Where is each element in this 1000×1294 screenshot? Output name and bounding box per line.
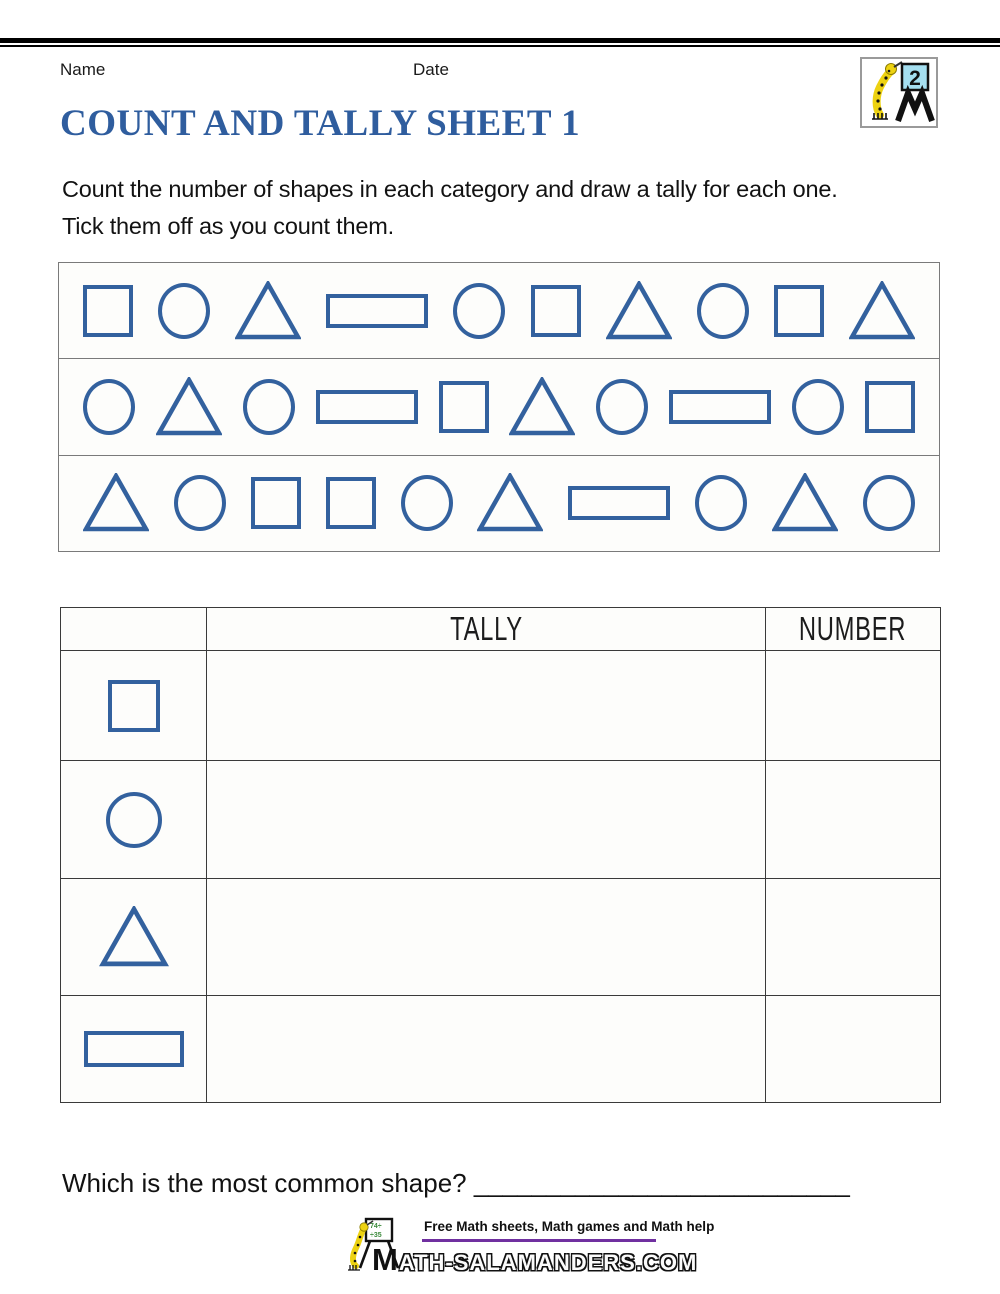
shape-rectangle <box>84 1031 184 1067</box>
shape-circle <box>83 379 135 435</box>
shape-triangle <box>849 281 915 341</box>
easel-board-text-2: ÷35 <box>370 1232 382 1239</box>
shape-square <box>531 285 581 337</box>
footer-site-wordmark: MATH-SALAMANDERS.COM <box>372 1242 698 1277</box>
shape-square <box>108 680 160 732</box>
shape-circle <box>401 475 453 531</box>
shape-square <box>774 285 824 337</box>
shape-square <box>439 381 489 433</box>
shape-circle <box>695 475 747 531</box>
number-column-header: NUMBER <box>799 610 907 647</box>
shape-circle <box>596 379 648 435</box>
shape-circle <box>697 283 749 339</box>
top-divider-rule <box>0 38 1000 47</box>
page-title: COUNT AND TALLY SHEET 1 <box>60 103 581 144</box>
row-icon-rectangle <box>60 995 206 1102</box>
shape-rectangle <box>316 390 418 424</box>
shape-square <box>865 381 915 433</box>
row-icon-circle <box>60 760 206 878</box>
shape-square <box>251 477 301 529</box>
shape-circle <box>453 283 505 339</box>
number-cell-rectangle <box>765 995 940 1102</box>
question-row <box>62 1168 850 1199</box>
instructions-line-2: Tick them off as you count them. <box>62 213 394 239</box>
number-cell-square <box>765 650 940 760</box>
shape-triangle <box>235 281 301 341</box>
shape-square <box>326 477 376 529</box>
number-cell-triangle <box>765 878 940 995</box>
shape-triangle <box>83 473 149 533</box>
shape-circle <box>792 379 844 435</box>
tally-cell-square <box>206 650 765 760</box>
shape-triangle <box>772 473 838 533</box>
shape-square <box>83 285 133 337</box>
question-text: Which is the most common shape? <box>62 1168 474 1198</box>
shape-rectangle <box>326 294 428 328</box>
shape-triangle <box>606 281 672 341</box>
number-cell-circle <box>765 760 940 878</box>
header-logo <box>860 57 938 128</box>
shape-circle <box>243 379 295 435</box>
shape-grid-row <box>59 358 939 454</box>
shape-grid-box <box>58 262 940 552</box>
easel-board-text-1: 74÷ <box>370 1223 382 1230</box>
shape-grid-row <box>59 455 939 551</box>
shape-circle <box>174 475 226 531</box>
shape-triangle <box>98 906 170 968</box>
salamander-number-board-icon <box>860 57 938 128</box>
name-label: Name <box>60 60 106 79</box>
shape-circle <box>863 475 915 531</box>
tally-table <box>60 607 941 1103</box>
shape-grid-row <box>59 263 939 358</box>
logo-badge-number: 2 <box>909 67 921 90</box>
table-header-tally-cell <box>206 607 765 650</box>
row-icon-square <box>60 650 206 760</box>
shape-triangle <box>477 473 543 533</box>
table-header-shape-cell <box>60 607 206 650</box>
table-header-number-cell <box>765 607 940 650</box>
shape-triangle <box>156 377 222 437</box>
footer-logo-block <box>346 1216 715 1277</box>
shape-triangle <box>509 377 575 437</box>
tally-cell-triangle <box>206 878 765 995</box>
shape-rectangle <box>568 486 670 520</box>
tally-cell-rectangle <box>206 995 765 1102</box>
shape-rectangle <box>669 390 771 424</box>
answer-blank-line: __________________________ <box>473 1168 850 1198</box>
tally-cell-circle <box>206 760 765 878</box>
instructions-line-1: Count the number of shapes in each category and draw a tally for each one. <box>62 176 838 202</box>
date-label: Date <box>413 60 449 79</box>
shape-circle <box>158 283 210 339</box>
footer-tagline: Free Math sheets, Math games and Math help <box>424 1219 715 1234</box>
shape-circle <box>106 792 162 848</box>
row-icon-triangle <box>60 878 206 995</box>
tally-column-header: TALLY <box>449 610 523 647</box>
